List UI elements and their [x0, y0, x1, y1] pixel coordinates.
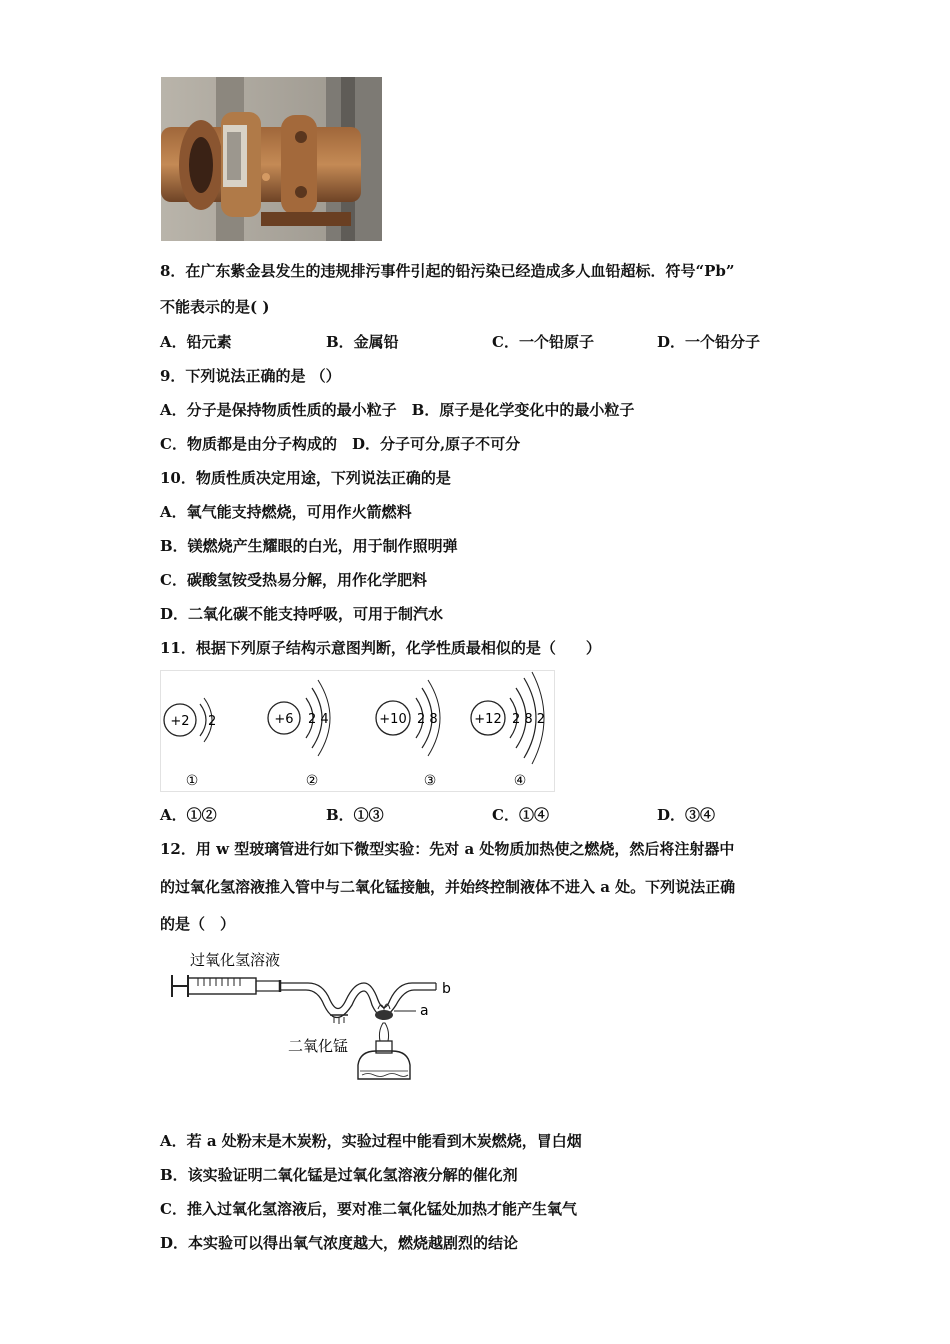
atom-4-nucleus: +12	[474, 712, 502, 727]
q11-option-a[interactable]: A．①②	[160, 806, 217, 824]
atom-4-shells: 2 8 2	[512, 712, 546, 727]
q11-option-b[interactable]: B．①③	[326, 806, 384, 824]
q8-stem-line1: 8．在广东紫金县发生的违规排污事件引起的铅污染已经造成多人血铅超标．符号“Pb”	[160, 262, 735, 280]
q9-stem: 9．下列说法正确的是 （）	[160, 367, 341, 385]
atom-3-label: ③	[423, 773, 437, 789]
q8-option-a[interactable]: A．铅元素	[160, 333, 232, 351]
atom-2-label: ②	[305, 773, 319, 789]
atomic-structure-diagrams	[160, 670, 555, 792]
q10-stem: 10．物质性质决定用途，下列说法正确的是	[160, 469, 451, 487]
q8-option-b[interactable]: B．金属铅	[326, 333, 399, 351]
q12-option-d[interactable]: D．本实验可以得出氧气浓度越大，燃烧越剧烈的结论	[160, 1234, 519, 1252]
w-tube-experiment-diagram	[168, 945, 468, 1093]
syringe-label: 过氧化氢溶液	[190, 951, 281, 969]
q11-option-c[interactable]: C．①④	[492, 806, 549, 824]
atom-1-label: ①	[185, 773, 199, 789]
q12-stem-line2: 的过氧化氢溶液推入管中与二氧化锰接触，并始终控制液体不进入 a 处。下列说法正确	[160, 878, 736, 896]
atom-1-nucleus: +2	[170, 714, 190, 729]
q10-option-a[interactable]: A．氧气能支持燃烧，可用作火箭燃料	[160, 503, 412, 521]
q10-option-b[interactable]: B．镁燃烧产生耀眼的白光，用于制作照明弹	[160, 537, 458, 555]
alcohol-lamp	[358, 1023, 410, 1079]
burning-substance-a	[375, 1004, 393, 1020]
q12-option-b[interactable]: B．该实验证明二氧化锰是过氧化氢溶液分解的催化剂	[160, 1166, 518, 1184]
atom-4-label: ④	[513, 773, 527, 789]
q10-option-d[interactable]: D．二氧化碳不能支持呼吸，可用于制汽水	[160, 605, 444, 623]
rusted-pipe-photo	[161, 77, 382, 241]
mno2-label: 二氧化锰	[288, 1037, 349, 1055]
q12-option-c[interactable]: C．推入过氧化氢溶液后，要对准二氧化锰处加热才能产生氧气	[160, 1200, 577, 1218]
q11-stem: 11．根据下列原子结构示意图判断，化学性质最相似的是（ ）	[160, 639, 601, 657]
label-a: a	[420, 1003, 429, 1019]
q11-option-d[interactable]: D．③④	[657, 806, 716, 824]
q12-option-a[interactable]: A．若 a 处粉末是木炭粉，实验过程中能看到木炭燃烧，冒白烟	[160, 1132, 582, 1150]
q10-option-c[interactable]: C．碳酸氢铵受热易分解，用作化学肥料	[160, 571, 427, 589]
q9-options-row1[interactable]: A．分子是保持物质性质的最小粒子 B．原子是化学变化中的最小粒子	[160, 401, 635, 419]
q8-option-c[interactable]: C．一个铅原子	[492, 333, 594, 351]
atom-3-shells: 2 8	[417, 712, 438, 727]
atom-2-nucleus: +6	[274, 712, 294, 727]
atom-3-nucleus: +10	[379, 712, 407, 727]
atom-1-shells: 2	[208, 714, 217, 729]
q12-stem-line1: 12．用 w 型玻璃管进行如下微型实验：先对 a 处物质加热使之燃烧，然后将注射器中	[160, 840, 735, 858]
q8-stem-line2: 不能表示的是( )	[160, 298, 270, 316]
q8-option-d[interactable]: D．一个铅分子	[657, 333, 761, 351]
q12-stem-line3: 的是（ ）	[160, 915, 236, 933]
q9-options-row2[interactable]: C．物质都是由分子构成的 D．分子可分,原子不可分	[160, 435, 521, 453]
label-b: b	[442, 981, 451, 997]
atom-2-shells: 2 4	[308, 712, 329, 727]
